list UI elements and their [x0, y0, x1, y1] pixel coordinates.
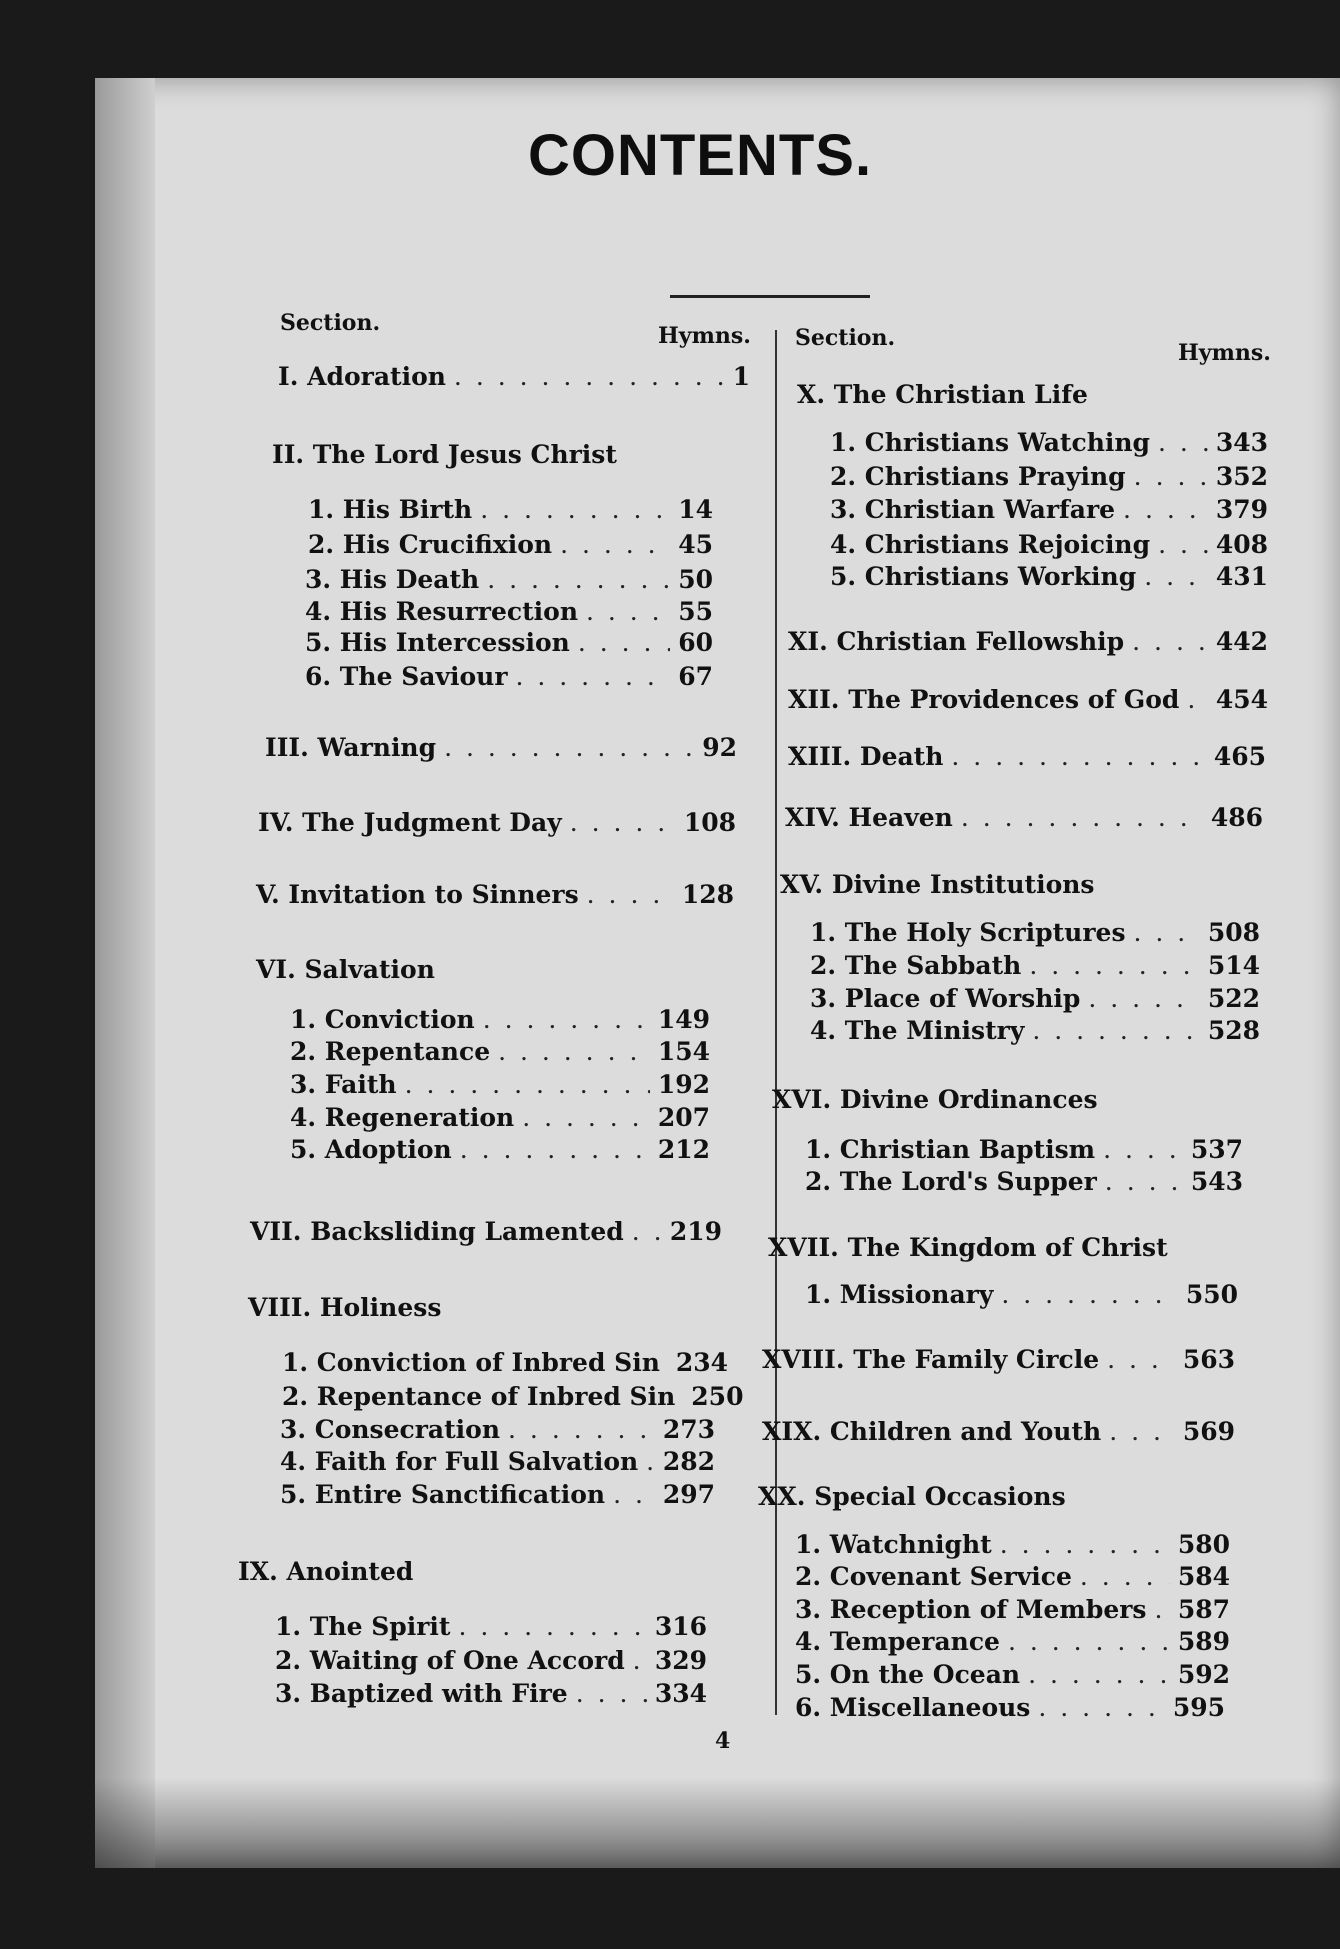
toc-entry: 5. On the Ocean . . . 592: [795, 1660, 1230, 1689]
toc-entry: 2. His Crucifixion . . . 45: [308, 530, 713, 559]
toc-entry: 6. The Saviour . . . 67: [305, 662, 713, 691]
toc-entry: 1. Watchnight . . . 580: [795, 1530, 1230, 1559]
toc-entry: 2. Waiting of One Accord . . . 329: [275, 1646, 707, 1675]
section-title: X. The Christian Life: [797, 380, 1088, 409]
toc-entry: 3. Place of Worship . . . 522: [810, 984, 1260, 1013]
section-title: XVI. Divine Ordinances: [772, 1085, 1098, 1114]
toc-entry: III. Warning . . . 92: [265, 733, 737, 762]
toc-entry: 3. Consecration . . . 273: [280, 1415, 715, 1444]
toc-entry: XI. Christian Fellowship . . . 442: [788, 627, 1268, 656]
page-edge: [95, 78, 155, 1868]
section-title: XV. Divine Institutions: [780, 870, 1095, 899]
toc-entry: 3. Baptized with Fire . . . 334: [275, 1679, 707, 1708]
toc-entry: 3. Christian Warfare . . . 379: [830, 495, 1268, 524]
toc-entry: XVIII. The Family Circle . . . 563: [762, 1345, 1235, 1374]
toc-entry: XIII. Death . . . 465: [788, 742, 1266, 771]
toc-entry: 1. His Birth . . . 14: [308, 495, 713, 524]
left-section-header: Section.: [280, 310, 381, 336]
toc-entry: 1. Conviction . . . 149: [290, 1005, 710, 1034]
toc-entry: 2. Repentance of Inbred Sin 250: [282, 1382, 744, 1411]
toc-entry: 5. Adoption . . . 212: [290, 1135, 710, 1164]
page-number: 4: [715, 1728, 731, 1754]
toc-entry: 2. The Lord's Supper . . . 543: [805, 1167, 1243, 1196]
right-hymns-header: Hymns.: [1178, 340, 1271, 366]
toc-entry: XIX. Children and Youth . . . 569: [762, 1417, 1235, 1446]
toc-entry: 1. Christian Baptism . . . 537: [805, 1135, 1243, 1164]
toc-entry: 1. Missionary . . . 550: [805, 1280, 1238, 1309]
toc-entry: 4. Faith for Full Salvation . . . 282: [280, 1447, 715, 1476]
page-shadow: [95, 1778, 1340, 1868]
toc-entry: 4. Temperance . . . 589: [795, 1627, 1230, 1656]
toc-entry: 5. Entire Sanctification . . . 297: [280, 1480, 715, 1509]
toc-entry: 3. Reception of Members . . . 587: [795, 1595, 1230, 1624]
toc-entry: V. Invitation to Sinners . . . 128: [256, 880, 734, 909]
toc-entry: XIV. Heaven . . . 486: [785, 803, 1263, 832]
toc-entry: 5. Christians Working . . . 431: [830, 562, 1268, 591]
left-hymns-header: Hymns.: [658, 323, 751, 349]
toc-entry: 2. Christians Praying . . . 352: [830, 462, 1268, 491]
toc-entry: 3. Faith . . . 192: [290, 1070, 710, 1099]
toc-entry: 2. Repentance . . . 154: [290, 1037, 710, 1066]
section-title: II. The Lord Jesus Christ: [272, 440, 617, 469]
toc-entry: 6. Miscellaneous . . . 595: [795, 1693, 1225, 1722]
toc-entry: 3. His Death . . . 50: [305, 565, 713, 594]
section-title: XVII. The Kingdom of Christ: [768, 1233, 1168, 1262]
toc-entry: 1. Conviction of Inbred Sin 234: [282, 1348, 729, 1377]
right-section-header: Section.: [795, 325, 896, 351]
toc-entry: 1. The Holy Scriptures . . . 508: [810, 918, 1260, 947]
toc-entry: VII. Backsliding Lamented . . . 219: [250, 1217, 722, 1246]
toc-entry: IV. The Judgment Day . . . 108: [258, 808, 736, 837]
toc-entry: 4. The Ministry . . . 528: [810, 1016, 1260, 1045]
toc-entry: 5. His Intercession . . . 60: [305, 628, 713, 657]
toc-entry: 4. Christians Rejoicing . . . 408: [830, 530, 1268, 559]
title-rule: [670, 295, 870, 298]
section-title: VIII. Holiness: [248, 1293, 442, 1322]
section-title: XX. Special Occasions: [758, 1482, 1066, 1511]
toc-entry: I. Adoration . . . 1: [278, 362, 750, 391]
section-title: VI. Salvation: [256, 955, 435, 984]
toc-entry: 2. The Sabbath . . . 514: [810, 951, 1260, 980]
toc-entry: XII. The Providences of God . . . 454: [788, 685, 1268, 714]
toc-entry: 1. Christians Watching . . . 343: [830, 428, 1268, 457]
toc-entry: 2. Covenant Service . . . 584: [795, 1562, 1230, 1591]
toc-entry: 4. Regeneration . . . 207: [290, 1103, 710, 1132]
page-title: CONTENTS.: [527, 123, 873, 188]
toc-entry: 4. His Resurrection . . . 55: [305, 597, 713, 626]
toc-entry: 1. The Spirit . . . 316: [275, 1612, 707, 1641]
section-title: IX. Anointed: [238, 1557, 414, 1586]
